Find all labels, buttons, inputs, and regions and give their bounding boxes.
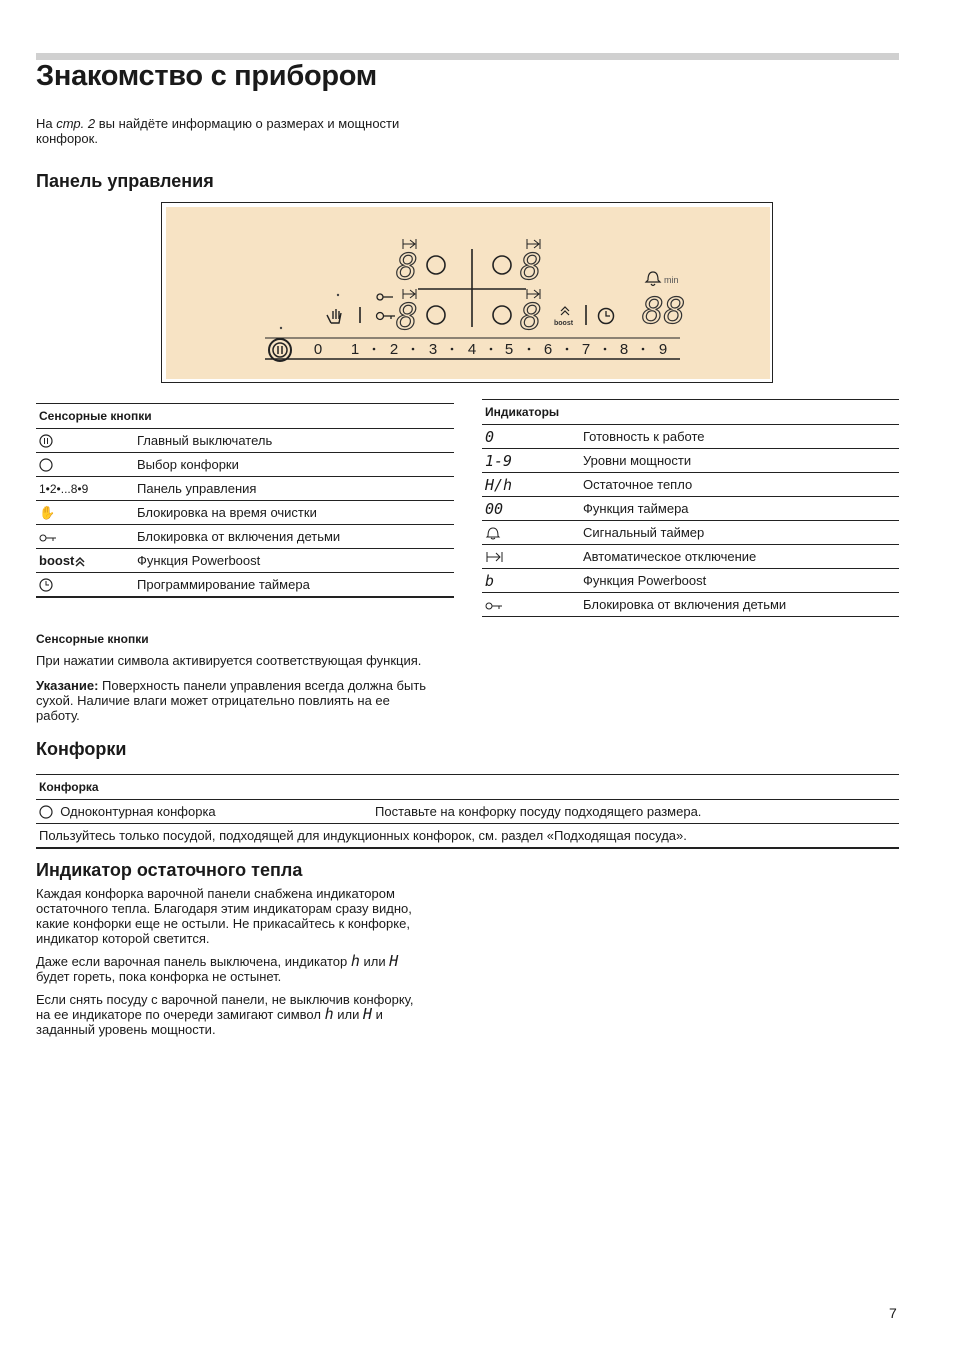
scale-3: 3: [428, 341, 438, 358]
display-rear-right: 8: [520, 297, 542, 338]
residual-p2: Даже если варочная панель выключена, индикатор h или H будет гореть, пока конфорка не остынет.: [36, 952, 399, 984]
scale-7: 7: [581, 341, 591, 358]
table-row: Выбор конфорки: [36, 453, 454, 477]
key-icon: [485, 601, 503, 611]
table-row: 0 Готовность к работе: [482, 425, 899, 449]
scale-8: 8: [619, 341, 629, 358]
table-row: Блокировка от включения детьми: [482, 593, 899, 617]
boost-label: boost: [554, 320, 574, 327]
page-title: Знакомство с прибором: [36, 60, 377, 92]
control-panel-illustration: [166, 207, 770, 379]
burner-front-right-circle: [493, 256, 511, 274]
sensor-table-header: Сенсорные кнопки: [39, 409, 152, 423]
control-panel-heading: Панель управления: [36, 171, 214, 191]
auto-off-icon: [485, 550, 505, 564]
sensor-text: При нажатии символа активируется соответствующая функция.: [36, 653, 422, 668]
page-ref[interactable]: стр. 2: [56, 116, 96, 131]
scale-9: 9: [658, 341, 668, 358]
timer-display: 88: [642, 291, 686, 332]
circle-icon: [39, 805, 53, 819]
scale-4: 4: [467, 341, 477, 358]
display-front-left: 8: [396, 247, 418, 288]
ready-symbol: 0: [482, 425, 580, 449]
scale-5: 5: [504, 341, 514, 358]
burners-table-header: Конфорка: [39, 780, 99, 794]
residual-p1: Каждая конфорка варочной панели снабжена индикатором остаточного тепла. Благодаря этим индикаторам сразу видно, какие конфорки еще не остыли. Не прикасайтесь к конфорке, индикатор которой светится.: [36, 886, 412, 946]
table-row: boost Функция Powerboost: [36, 549, 454, 573]
scale-6: 6: [543, 341, 553, 358]
indicator-table: [482, 399, 899, 617]
burner-front-left-circle: [427, 256, 445, 274]
scale-0: 0: [313, 341, 323, 358]
scale-symbol: 1•2•...8•9: [36, 477, 134, 501]
burners-heading: Конфорки: [36, 739, 127, 759]
power-icon: [39, 434, 53, 448]
note-text: Указание: Поверхность панели управления всегда должна быть сухой. Наличие влаги может отрицательно повлиять на ее работу.: [36, 678, 427, 723]
burner-rear-right-circle: [493, 306, 511, 324]
residual-heading: Индикатор остаточного тепла: [36, 860, 303, 880]
circle-icon: [39, 458, 53, 472]
boost-icon: [74, 556, 86, 568]
table-row: Сигнальный таймер: [482, 521, 899, 545]
burners-table: [36, 774, 899, 849]
table-row: 1•2•...8•9 Панель управления: [36, 477, 454, 501]
indicator-table-header: Индикаторы: [485, 405, 560, 419]
table-row: 1-9 Уровни мощности: [482, 449, 899, 473]
page-number: 7: [889, 1305, 897, 1321]
table-row: Программирование таймера: [36, 573, 454, 598]
table-row: Блокировка от включения детьми: [36, 525, 454, 549]
boost-symbol: boost: [39, 553, 75, 568]
clock-icon: [39, 578, 53, 592]
min-label: min: [664, 275, 679, 285]
timer-symbol: 00: [482, 497, 580, 521]
table-row: Автоматическое отключение: [482, 545, 899, 569]
burner-rear-left-circle: [427, 306, 445, 324]
boost-b-symbol: b: [482, 569, 580, 593]
display-rear-left: 8: [396, 297, 418, 338]
sensor-table: [36, 403, 454, 598]
scale-2: 2: [389, 341, 399, 358]
table-row: Пользуйтесь только посудой, подходящей для индукционных конфорок, см. раздел «Подходящая посуда».: [36, 824, 899, 849]
table-row: Главный выключатель: [36, 429, 454, 453]
scale-1: 1: [350, 341, 360, 358]
table-row: ✋ Блокировка на время очистки: [36, 501, 454, 525]
bell-icon: [485, 526, 501, 540]
table-row: Одноконтурная конфорка Поставьте на конфорку посуду подходящего размера.: [36, 800, 899, 824]
display-front-right: 8: [520, 247, 542, 288]
residual-p3: Если снять посуду с варочной панели, не выключив конфорку, на ее индикаторе по очереди замигают символ h или H и заданный уровень мощности.: [36, 992, 414, 1037]
sensor-subheading: Сенсорные кнопки: [36, 632, 149, 646]
key-icon: [39, 533, 57, 543]
intro-text: На стр. 2 вы найдёте информацию о размерах и мощности конфорок.: [36, 116, 400, 146]
residual-symbol: H/h: [482, 473, 580, 497]
table-row: b Функция Powerboost: [482, 569, 899, 593]
levels-symbol: 1-9: [482, 449, 580, 473]
table-row: 00 Функция таймера: [482, 497, 899, 521]
top-rule: [36, 53, 899, 60]
hand-icon: ✋: [39, 504, 56, 520]
table-row: H/h Остаточное тепло: [482, 473, 899, 497]
